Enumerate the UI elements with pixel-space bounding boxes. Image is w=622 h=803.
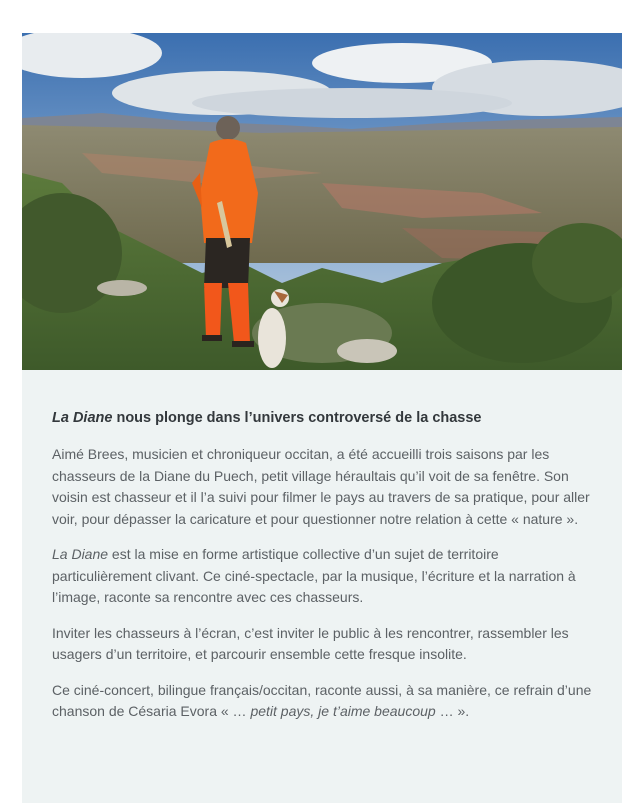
article-card — [22, 33, 622, 803]
headline-rest: nous plonge dans l’univers controversé de la chasse — [112, 410, 482, 426]
headline-title: La Diane — [52, 410, 113, 426]
paragraph-4-start: Ce ciné-concert, bilingue français/occitan, raconte aussi, à sa manière, ce refrain d’une chanson de Césaria Evora « … — [52, 681, 592, 719]
paragraph-2-title: La Diane — [52, 546, 109, 562]
paragraph-4-end: … ». — [435, 703, 470, 719]
paragraph-1: Aimé Brees, musicien et chroniqueur occitan, a été accueilli trois saisons par les chasseurs de la Diane du Puech, petit village héraultais qu’il voit de sa fenêtre. Son voisin est chasseur et il l’a suivi pour filmer le pays au travers de sa pratique, pour aller voir, pour dépasser la caricature et pour questionner notre relation à cette « nature ». — [52, 446, 590, 527]
paragraph-2 — [52, 544, 592, 609]
hunter-landscape-photo — [22, 33, 622, 370]
paragraph-4-quote: petit pays, je t’aime beaucoup — [250, 703, 436, 719]
paragraph-4 — [52, 680, 592, 723]
article-body — [22, 370, 622, 803]
article-headline — [52, 408, 592, 428]
paragraph-2-rest: est la mise en forme artistique collective d’un sujet de territoire particulièrement clivant. Ce ciné-spectacle, par la musique, l’écriture et la narration à l’image, raconte sa rencontre avec ces chasseurs. — [52, 546, 576, 605]
paragraph-3: Inviter les chasseurs à l’écran, c’est inviter le public à les rencontrer, rassembler les usagers d’un territoire, et parcourir ensemble cette fresque insolite. — [52, 624, 569, 662]
